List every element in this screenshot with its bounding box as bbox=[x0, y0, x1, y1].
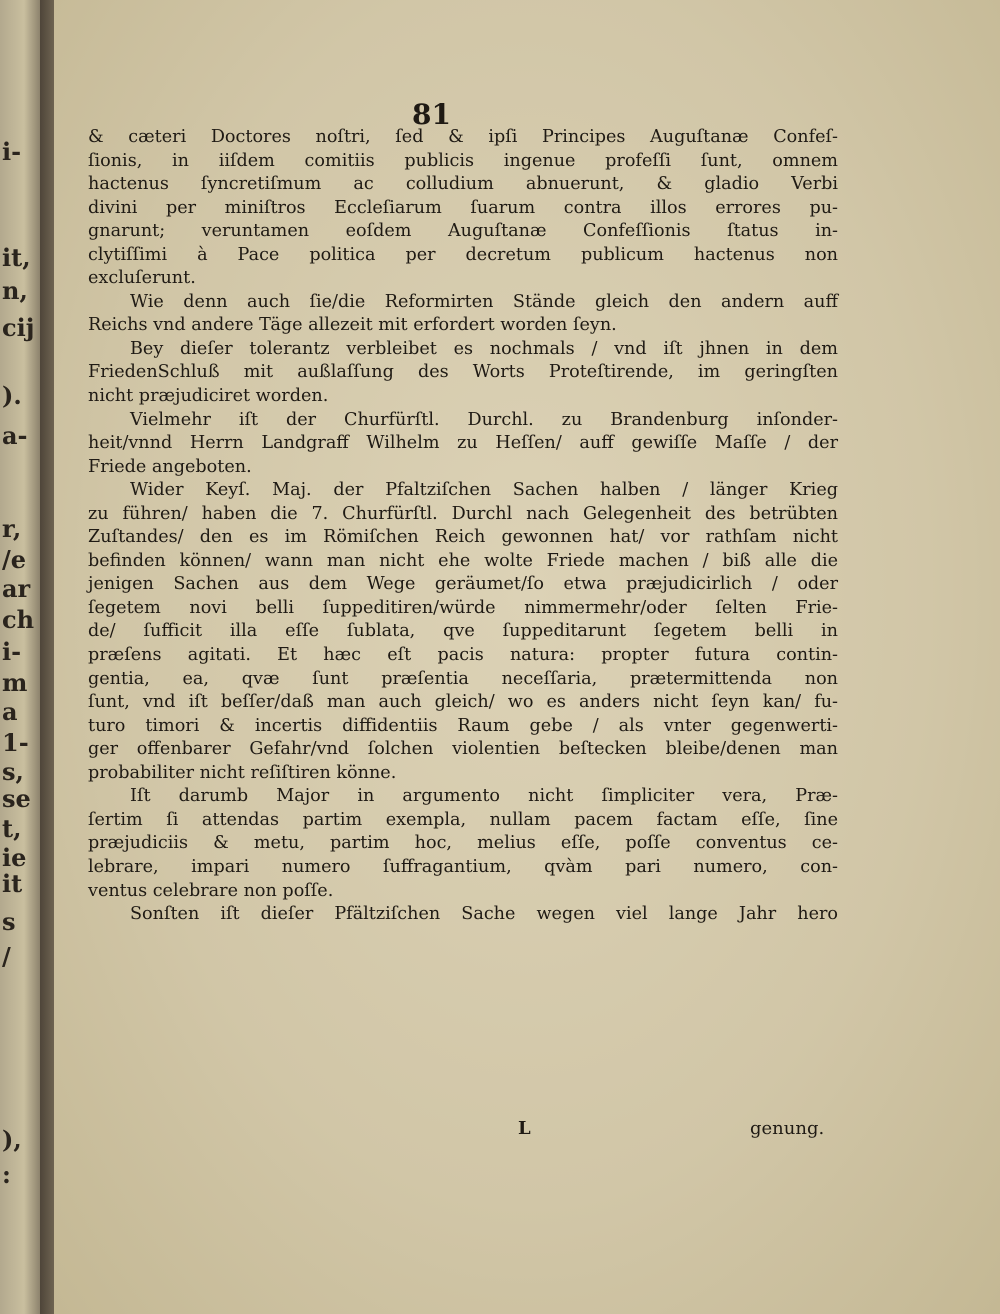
text-line: lebrare, impari numero ſuffragantium, qvàm pari numero, con- bbox=[88, 856, 838, 877]
text-line: heit/vnnd Herrn Landgraff Wilhelm zu Heſſen/ auff gewiſſe Maſſe / der bbox=[88, 433, 838, 454]
book-gutter bbox=[40, 0, 54, 1314]
previous-page-fragment: ch bbox=[2, 605, 35, 634]
text-line: turo timori & incertis diffidentiis Raum gebe / als vnter gegenwerti- bbox=[88, 715, 838, 736]
text-line: befinden können/ wann man nicht ehe wolte Friede machen / biß alle die bbox=[88, 550, 838, 571]
previous-page-fragment: / bbox=[2, 942, 11, 971]
text-line: Friede angeboten. bbox=[88, 456, 252, 477]
text-line: de/ ſufficit illa eſſe ſublata, qve ſuppeditarunt ſegetem belli in bbox=[88, 621, 838, 642]
book-page bbox=[54, 0, 1000, 1314]
text-line: Zuſtandes/ den es im Römiſchen Reich gewonnen hat/ vor rathſam nicht bbox=[88, 527, 838, 548]
previous-page-fragment: /e bbox=[2, 545, 27, 574]
previous-page-fragment: a- bbox=[2, 421, 28, 450]
previous-page-fragment: a bbox=[2, 697, 18, 726]
page-number: 81 bbox=[412, 98, 451, 131]
text-line: Iſt darumb Major in argumento nicht ſimpliciter vera, Præ- bbox=[130, 786, 838, 807]
previous-page-edge bbox=[0, 0, 40, 1314]
text-line: ſertim ſi attendas partim exempla, nullam pacem factam eſſe, ſine bbox=[88, 809, 838, 830]
text-line: Wie denn auch ſie/die Reformirten Stände gleich den andern auff bbox=[130, 291, 838, 312]
text-line: FriedenSchluß mit außlaſſung des Worts Proteſtirende, im geringſten bbox=[88, 362, 838, 383]
text-line: & cæteri Doctores noſtri, ſed & ipſi Principes Auguſtanæ Confeſ- bbox=[88, 127, 838, 147]
catchword: genung. bbox=[750, 1118, 825, 1139]
text-line: gentia, ea, qvæ ſunt præſentia neceſſaria, prætermittenda non bbox=[88, 668, 838, 689]
text-line: hactenus ſyncretiſmum ac colludium abnuerunt, & gladio Verbi bbox=[88, 174, 838, 195]
text-line: præjudiciis & metu, partim hoc, melius eſſe, poſſe conventus ce- bbox=[88, 833, 838, 854]
previous-page-fragment: se bbox=[2, 784, 31, 813]
text-line: præſens agitati. Et hæc eſt pacis natura: propter futura contin- bbox=[88, 645, 838, 666]
text-line: probabiliter nicht reſiſtiren könne. bbox=[88, 762, 397, 783]
signature-mark: L bbox=[518, 1118, 531, 1139]
text-line: Vielmehr iſt der Churfürſtl. Durchl. zu Brandenburg inſonder- bbox=[130, 409, 838, 430]
previous-page-fragment: it, bbox=[2, 243, 31, 272]
text-line: nicht præjudiciret worden. bbox=[88, 386, 329, 407]
text-line: jenigen Sachen aus dem Wege geräumet/ſo etwa præjudicirlich / oder bbox=[88, 574, 838, 595]
text-line: ſionis, in iiſdem comitiis publicis ingenue profeſſi ſunt, omnem bbox=[88, 150, 838, 171]
text-line: ger offenbarer Gefahr/vnd ſolchen violentien beſtecken bleibe/denen man bbox=[88, 739, 838, 760]
previous-page-fragment: ie bbox=[2, 843, 27, 872]
previous-page-fragment: 1- bbox=[2, 728, 29, 757]
text-line: ventus celebrare non poſſe. bbox=[88, 880, 334, 901]
previous-page-fragment: s, bbox=[2, 757, 24, 786]
page-body-text bbox=[88, 126, 838, 927]
text-line: excluſerunt. bbox=[88, 268, 196, 289]
previous-page-fragment: : bbox=[2, 1160, 11, 1189]
text-line: zu führen/ haben die 7. Churfürſtl. Durchl nach Gelegenheit des betrübten bbox=[88, 503, 838, 524]
text-line: divini per miniſtros Eccleſiarum ſuarum contra illos errores pu- bbox=[88, 197, 838, 218]
text-line: ſegetem novi belli ſuppeditiren/würde nimmermehr/oder ſelten Frie- bbox=[88, 597, 838, 618]
text-line: Sonſten iſt dieſer Pfältziſchen Sache wegen viel lange Jahr hero bbox=[130, 904, 838, 925]
text-line: ſunt, vnd iſt beſſer/daß man auch gleich/ wo es anders nicht ſeyn kan/ fu- bbox=[88, 692, 838, 713]
previous-page-fragment: s bbox=[2, 907, 16, 936]
previous-page-fragment: m bbox=[2, 668, 28, 697]
previous-page-fragment: t, bbox=[2, 814, 22, 843]
text-line: clytiſſimi à Pace politica per decretum publicum hactenus non bbox=[88, 244, 838, 265]
previous-page-fragment: r, bbox=[2, 514, 22, 543]
previous-page-fragment: i- bbox=[2, 637, 22, 666]
text-line: Wider Keyſ. Maj. der Pfaltziſchen Sachen halben / länger Krieg bbox=[130, 480, 838, 501]
text-line: Reichs vnd andere Täge allezeit mit erfordert worden ſeyn. bbox=[88, 315, 617, 336]
previous-page-fragment: ), bbox=[2, 1125, 22, 1154]
text-line: gnarunt; veruntamen eoſdem Auguſtanæ Confeſſionis ſtatus in- bbox=[88, 221, 838, 242]
previous-page-fragment: cij bbox=[2, 313, 35, 342]
previous-page-fragment: ar bbox=[2, 574, 31, 603]
text-line: Bey dieſer tolerantz verbleibet es nochmals / vnd iſt jhnen in dem bbox=[130, 338, 838, 359]
previous-page-fragment: i- bbox=[2, 137, 22, 166]
previous-page-fragment: n, bbox=[2, 276, 28, 305]
previous-page-fragment: ). bbox=[2, 381, 22, 410]
previous-page-fragment: it bbox=[2, 869, 23, 898]
